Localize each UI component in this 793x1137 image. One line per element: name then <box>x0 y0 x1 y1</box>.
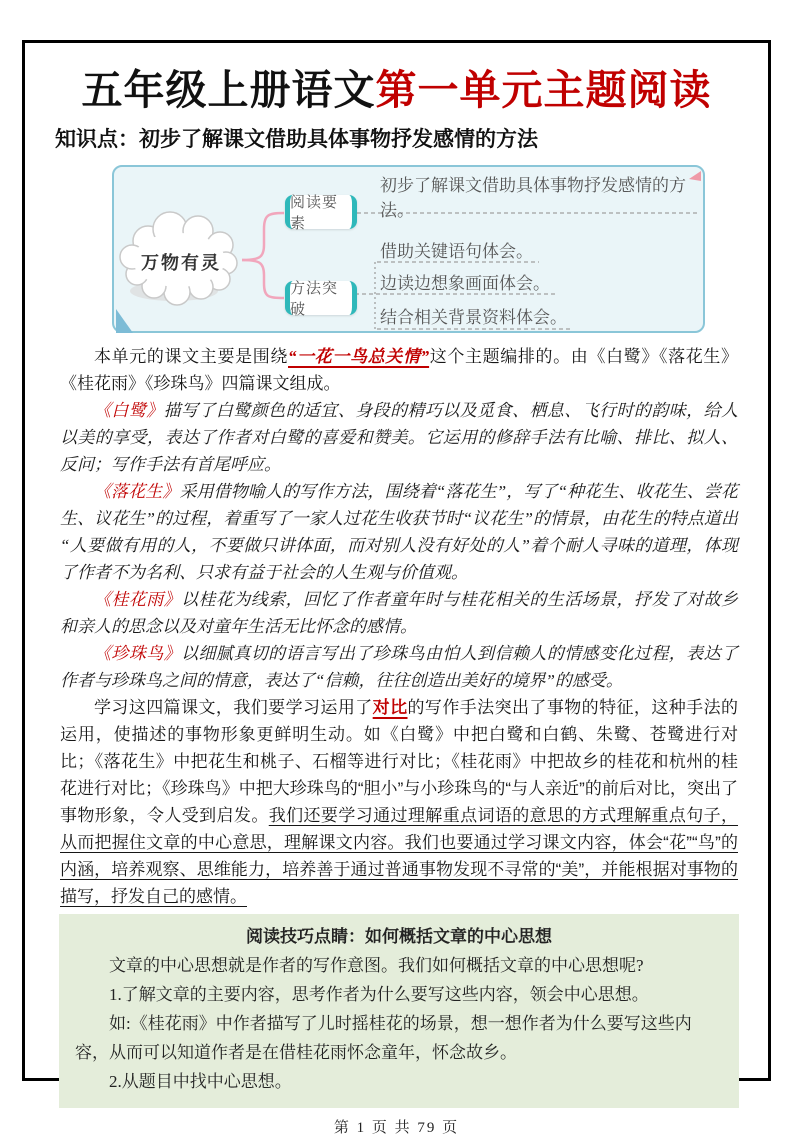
tip-box-title: 阅读技巧点睛：如何概括文章的中心思想 <box>246 927 552 946</box>
mindmap-root-node: 万物有灵 <box>141 253 221 273</box>
mindmap-leaf-reading-element: 初步了解课文借助具体事物抒发感情的方法。 <box>380 176 686 220</box>
paragraph-summary <box>60 694 738 910</box>
zhenzhuniao-text: 以细腻真切的语言写出了珍珠鸟由怕人到信赖人的情感变化过程，表达了作者与珍珠鸟之间的情意，表达了“信赖，往往创造出美好的境界”的感受。 <box>60 644 739 690</box>
summary-underlined-tail: 我们还要学习通过理解重点词语的意思的方式理解重点句子，从而把握住文章的中心意思，理解课文内容。我们也要通过学习课文内容，体会“花”“鸟”的内涵，培养观察、思维能力，培养善于通过普通事物发现不寻常的“美”，并能根据对事物的描写，抒发自己的感情。 <box>60 806 739 906</box>
summary-mid: 的写作手法突出了事物的特征，这种手法的运用，使描述的事物形象更鲜明生动。如《白鹭》中把白鹭和白鹤、朱鹭、苍鹭进行对比；《落花生》中把花生和桃子、石榴等进行对比；《桂花雨》中把故乡的桂花和杭州的桂花进行对比；《珍珠鸟》中把大珍珠鸟的“胆小”与小珍珠鸟的“与人亲近”的前后对比，突出了事物形象，令人受到启发。 <box>60 698 739 825</box>
book-title-bailu: 《白鹭》 <box>94 401 164 420</box>
mindmap-node-method-breakthrough: 方法突破 <box>285 281 357 315</box>
paragraph-guihuayu <box>60 586 738 640</box>
mindmap-leaf-method-2: 边读边想象画面体会。 <box>380 274 550 293</box>
tip-line: 文章的中心思想就是作者的写作意图。我们如何概括文章的中心思想呢? <box>109 956 644 975</box>
page-frame <box>22 40 771 1136</box>
page-title-black: 五年级上册语文 <box>81 67 376 113</box>
corner-triangle-decoration <box>116 309 133 333</box>
bailu-text: 描写了白鹭颜色的适宜、身段的精巧以及觅食、栖息、飞行时的韵味，给人以美的享受，表达了作者对白鹭的喜爱和赞美。它运用的修辞手法有比喻、排比、拟人、反问；写作手法有首尾呼应。 <box>60 401 739 474</box>
page-title-red: 第一单元主题阅读 <box>375 67 712 113</box>
reading-tip-box <box>59 914 739 1108</box>
page-title <box>25 67 768 113</box>
mindmap-node-reading-element: 阅读要素 <box>285 195 357 229</box>
knowledge-point-heading: 知识点：初步了解课文借助具体事物抒发感情的方法 <box>55 128 538 151</box>
paragraph-bailu <box>60 397 738 478</box>
corner-pink-decoration <box>689 171 701 181</box>
unit-overview-text <box>25 343 768 910</box>
summary-pre: 学习这四篇课文，我们要学习运用了 <box>94 698 373 717</box>
book-title-guihuayu: 《桂花雨》 <box>94 590 182 609</box>
luohuasheng-text: 采用借物喻人的写作方法，围绕着“落花生”，写了“种花生、收花生、尝花生、议花生”的过程，着重写了一家人过花生收获节时“议花生”的情景，由花生的特点道出“人要做有用的人，不要做只讲体面，而对别人没有好处的人”着个耐人寻味的道理，体现了作者不为名利、只求有益于社会的人生观与价值观。 <box>60 482 738 582</box>
mindmap-leaf-method-3: 结合相关背景资料体会。 <box>380 308 567 327</box>
tip-line: 2.从题目中找中心思想。 <box>109 1072 292 1091</box>
branch-connectors <box>242 213 284 298</box>
mindmap-panel <box>112 165 705 333</box>
mindmap-leaf-method-1: 借助关键语句体会。 <box>380 242 533 261</box>
intro-theme-highlight: “一花一鸟总关情” <box>288 347 430 366</box>
paragraph-intro <box>60 343 738 397</box>
guihuayu-text: 以桂花为线索，回忆了作者童年时与桂花相关的生活场景，抒发了对故乡和亲人的思念以及对童年生活无比怀念的感情。 <box>60 590 739 636</box>
page-number: 第 1 页 共 79 页 <box>333 1120 460 1136</box>
paragraph-luohuasheng <box>60 478 738 586</box>
intro-post: 这个主题编排的。由《白鹭》《落花生》《桂花雨》《珍珠鸟》四篇课文组成。 <box>60 347 739 393</box>
tip-line: 如:《桂花雨》中作者描写了儿时摇桂花的场景，想一想作者为什么要写这些内容，从而可以知道作者是在借桂花雨怀念童年，怀念故乡。 <box>75 1014 692 1062</box>
book-title-zhenzhuniao: 《珍珠鸟》 <box>94 644 182 663</box>
summary-contrast-highlight: 对比 <box>372 698 408 717</box>
intro-pre: 本单元的课文主要是围绕 <box>94 347 288 366</box>
book-title-luohuasheng: 《落花生》 <box>94 482 180 501</box>
paragraph-zhenzhuniao <box>60 640 738 694</box>
tip-line: 1.了解文章的主要内容，思考作者为什么要写这些内容，领会中心思想。 <box>109 985 649 1004</box>
